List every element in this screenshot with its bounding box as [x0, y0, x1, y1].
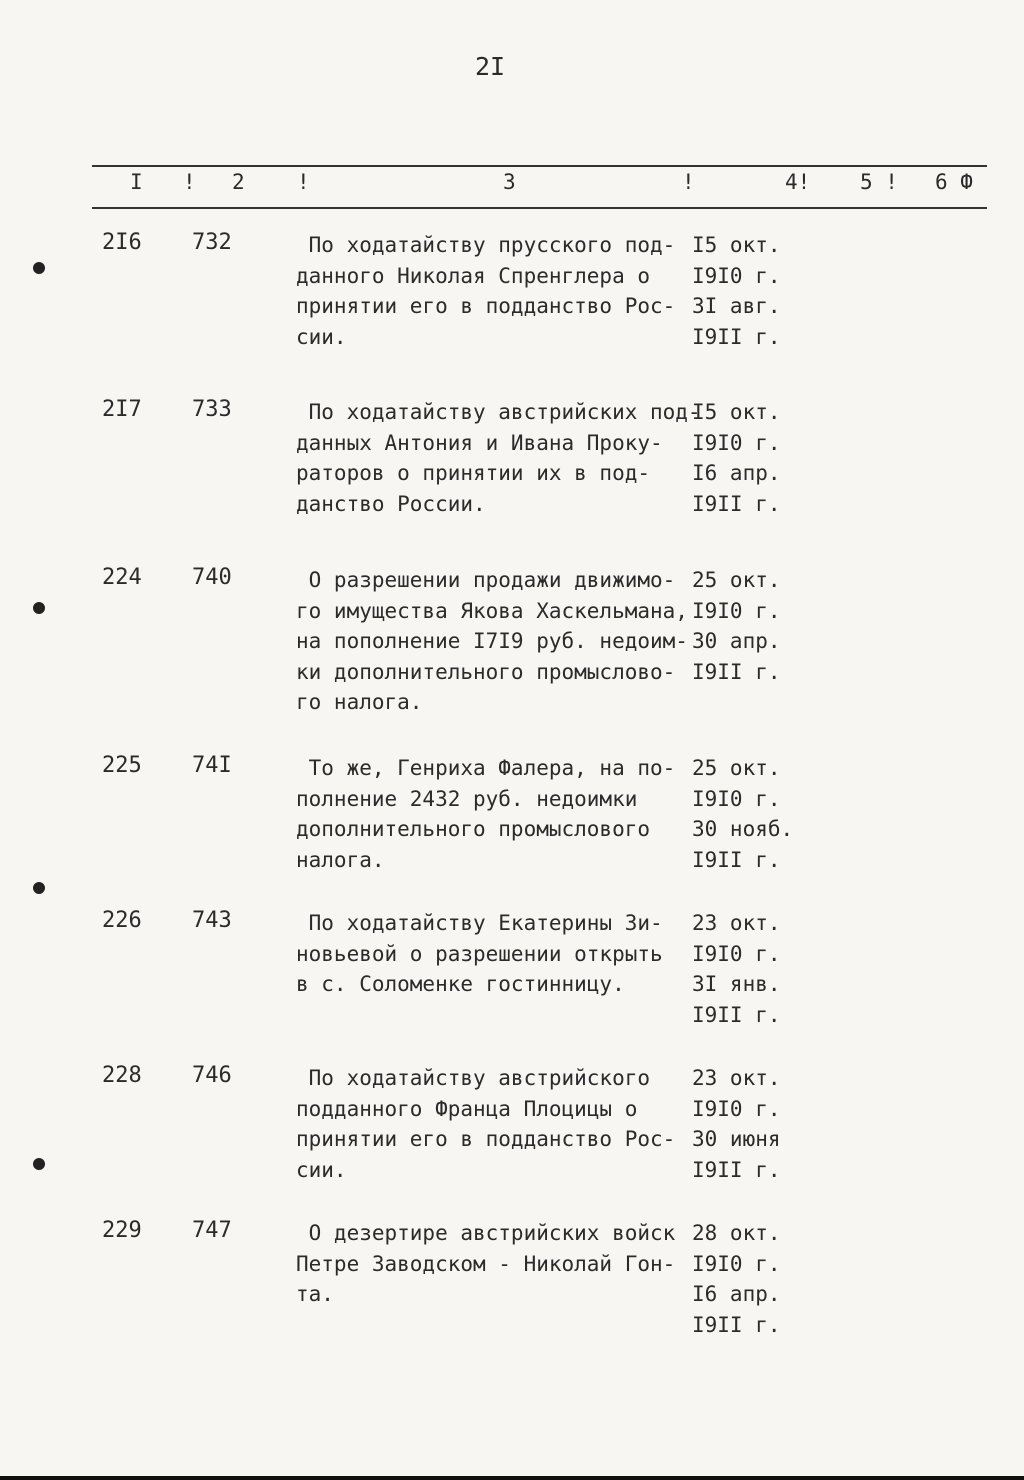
- header-col3: 3: [503, 170, 516, 194]
- date-line: I5 окт.: [692, 233, 781, 257]
- record-description: [296, 565, 686, 718]
- date-line: 30 апр.: [692, 629, 781, 654]
- record-dates: [692, 1063, 812, 1185]
- description-line: Петре Заводском - Николай Гон-: [296, 1251, 676, 1276]
- date-line: I9I0 г.: [692, 1096, 781, 1121]
- description-line: в с. Соломенке гостинницу.: [296, 972, 625, 997]
- record-description: [296, 1063, 686, 1185]
- document-number: 746: [192, 1063, 232, 1088]
- page-number: 2I: [474, 52, 506, 81]
- date-line: I9I0 г.: [692, 786, 781, 811]
- date-line: I9II г.: [692, 1002, 781, 1027]
- record-description: [296, 397, 701, 519]
- record-dates: [692, 753, 812, 875]
- description-line: данство России.: [296, 491, 486, 516]
- date-line: I6 апр.: [692, 1282, 781, 1307]
- date-line: I9I0 г.: [692, 263, 781, 288]
- record-number: 225: [102, 753, 142, 778]
- record-number: 226: [102, 908, 142, 933]
- date-line: I9I0 г.: [692, 941, 781, 966]
- date-line: I9II г.: [692, 659, 781, 684]
- description-line: на пополнение I7I9 руб. недоим-: [296, 629, 688, 654]
- description-line: данного Николая Спренглера о: [296, 263, 651, 288]
- date-line: I9II г.: [692, 847, 781, 872]
- date-line: I9II г.: [692, 1312, 781, 1337]
- date-line: I9II г.: [692, 491, 781, 516]
- date-line: 25 окт.: [692, 568, 781, 592]
- scan-bottom-edge: [0, 1476, 1024, 1480]
- record-description: [296, 753, 686, 875]
- description-line: принятии его в подданство Рос-: [296, 1127, 676, 1152]
- description-line: новьевой о разрешении открыть: [296, 941, 663, 966]
- description-line: сии.: [296, 1157, 347, 1182]
- date-line: I6 апр.: [692, 461, 781, 486]
- description-line: го налога.: [296, 690, 423, 715]
- record-number: 224: [102, 565, 142, 590]
- record-dates: [692, 397, 812, 519]
- date-line: I9I0 г.: [692, 430, 781, 455]
- record-dates: [692, 1218, 812, 1340]
- description-line: го имущества Якова Хаскельмана,: [296, 598, 688, 623]
- date-line: 3I янв.: [692, 972, 781, 997]
- description-line: О разрешении продажи движимо-: [296, 568, 676, 592]
- description-line: По ходатайству Екатерины Зи-: [296, 911, 663, 935]
- record-dates: [692, 230, 812, 352]
- document-number: 747: [192, 1218, 232, 1243]
- document-number: 732: [192, 230, 232, 255]
- document-number: 743: [192, 908, 232, 933]
- header-col4: 4!: [785, 170, 811, 194]
- description-line: По ходатайству австрийского: [296, 1066, 651, 1090]
- description-line: По ходатайству австрийских под-: [296, 400, 701, 424]
- record-dates: [692, 908, 812, 1030]
- record-dates: [692, 565, 812, 687]
- record-number: 2I7: [102, 397, 142, 422]
- header-col2: 2: [232, 170, 245, 194]
- description-line: По ходатайству прусского под-: [296, 233, 676, 257]
- description-line: ки дополнительного промыслово-: [296, 659, 676, 684]
- date-line: 30 нояб.: [692, 817, 794, 842]
- description-line: та.: [296, 1282, 334, 1307]
- record-number: 229: [102, 1218, 142, 1243]
- header-sep1: !: [183, 170, 196, 194]
- header-col6: 6 Ф: [935, 170, 973, 194]
- date-line: 28 окт.: [692, 1221, 781, 1245]
- description-line: дополнительного промыслового: [296, 817, 651, 842]
- date-line: I9II г.: [692, 324, 781, 349]
- description-line: данных Антония и Ивана Проку-: [296, 430, 663, 455]
- date-line: 3I авг.: [692, 294, 781, 319]
- date-line: I5 окт.: [692, 400, 781, 424]
- description-line: раторов о принятии их в под-: [296, 461, 651, 486]
- date-line: I9I0 г.: [692, 598, 781, 623]
- date-line: 23 окт.: [692, 911, 781, 935]
- document-number: 74I: [192, 753, 232, 778]
- description-line: подданного Франца Плоцицы о: [296, 1096, 638, 1121]
- date-line: 23 окт.: [692, 1066, 781, 1090]
- description-line: принятии его в подданство Рос-: [296, 294, 676, 319]
- record-description: [296, 1218, 686, 1310]
- date-line: 25 окт.: [692, 756, 781, 780]
- description-line: О дезертире австрийских войск: [296, 1221, 676, 1245]
- header-sep3: !: [682, 170, 695, 194]
- document-number: 740: [192, 565, 232, 590]
- header-col1: I: [130, 170, 143, 194]
- record-description: [296, 230, 686, 352]
- document-number: 733: [192, 397, 232, 422]
- header-sep2: !: [297, 170, 310, 194]
- date-line: I9II г.: [692, 1157, 781, 1182]
- description-line: полнение 2432 руб. недоимки: [296, 786, 638, 811]
- date-line: I9I0 г.: [692, 1251, 781, 1276]
- header-col5: 5 !: [860, 170, 898, 194]
- description-line: То же, Генриха Фалера, на по-: [296, 756, 676, 780]
- date-line: 30 июня: [692, 1127, 781, 1152]
- record-number: 2I6: [102, 230, 142, 255]
- record-description: [296, 908, 686, 1000]
- record-number: 228: [102, 1063, 142, 1088]
- description-line: налога.: [296, 847, 385, 872]
- description-line: сии.: [296, 324, 347, 349]
